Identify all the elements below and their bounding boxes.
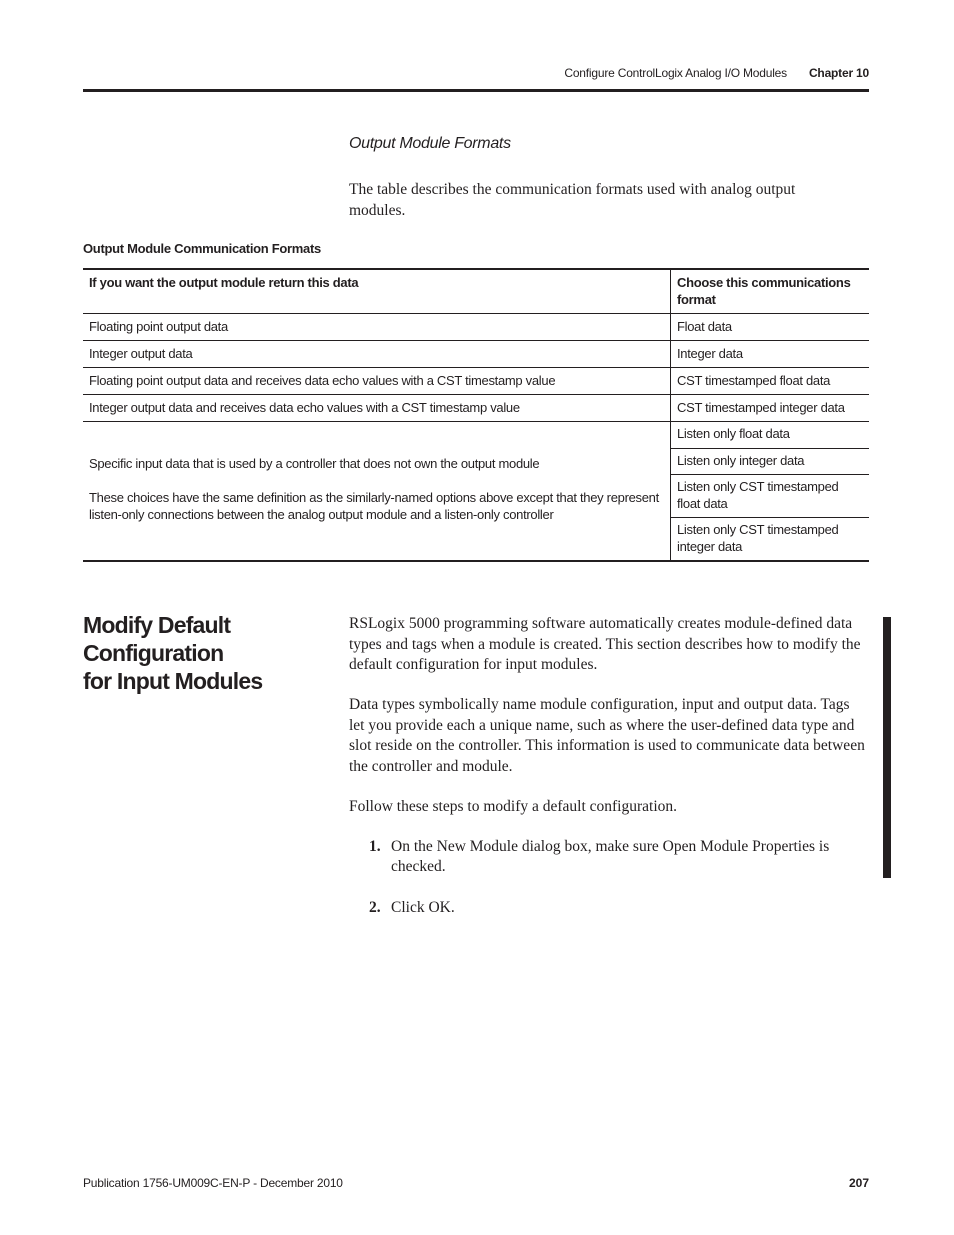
table-cell: Floating point output data and receives data echo values with a CST timestamp value bbox=[83, 368, 671, 394]
formats-table bbox=[83, 268, 869, 562]
section-heading-line: for Input Modules bbox=[83, 668, 263, 694]
body-paragraph: Data types symbolically name module configuration, input and output data. Tags let you provide each a unique name, such as where the user-defined data type and slot reside on the controller. This information is used to communicate data between the controller and module. bbox=[349, 696, 865, 775]
listen-only-note: These choices have the same definition as the similarly-named options above except that they represent listen-only connections between the analog output module and a listen-only controller bbox=[89, 490, 659, 522]
step-item bbox=[349, 837, 865, 878]
sub-heading: Output Module Formats bbox=[349, 135, 511, 152]
table-header-row bbox=[83, 270, 869, 313]
change-bar bbox=[883, 617, 891, 878]
table-header-cell: If you want the output module return this data bbox=[83, 270, 671, 313]
steps-list bbox=[349, 837, 865, 919]
step-text: On the New Module dialog box, make sure Open Module Properties is checked. bbox=[391, 837, 830, 875]
listen-only-group bbox=[83, 421, 869, 560]
table-row bbox=[83, 367, 869, 394]
section-body bbox=[349, 614, 865, 939]
table-header-cell: Choose this communications format bbox=[677, 275, 851, 307]
page-number: 207 bbox=[848, 1176, 869, 1190]
listen-only-description: Specific input data that is used by a controller that does not own the output module bbox=[89, 456, 540, 471]
section-heading-line: Configuration bbox=[83, 640, 224, 666]
table-cell: Listen only float data bbox=[677, 426, 790, 441]
table-caption: Output Module Communication Formats bbox=[83, 241, 321, 256]
intro-paragraph: The table describes the communication formats used with analog output modules. bbox=[349, 181, 796, 219]
footer-publication: Publication 1756-UM009C-EN-P - December 2010 bbox=[83, 1176, 343, 1190]
listen-only-description-cell bbox=[83, 422, 671, 560]
section-heading bbox=[83, 611, 262, 695]
table-cell: Listen only CST timestamped integer data bbox=[671, 517, 869, 560]
table-cell: Listen only CST timestamped float data bbox=[671, 474, 869, 517]
step-text: Click OK. bbox=[391, 899, 455, 916]
table-cell: Integer data bbox=[677, 346, 743, 361]
table-cell: Float data bbox=[677, 319, 732, 334]
step-number: 1. bbox=[369, 837, 381, 855]
body-paragraph: RSLogix 5000 programming software automatically creates module-defined data types and tags when a module is created. This section describes how to modify the default configuration for input modules. bbox=[349, 615, 861, 673]
step-item bbox=[349, 898, 865, 919]
table-cell: Integer output data bbox=[83, 341, 671, 367]
table-cell: Listen only integer data bbox=[671, 448, 869, 474]
body-paragraph: Follow these steps to modify a default configuration. bbox=[349, 797, 678, 815]
running-header bbox=[564, 66, 869, 80]
table-row bbox=[83, 340, 869, 367]
table-row bbox=[83, 313, 869, 340]
header-rule bbox=[83, 89, 869, 92]
header-title: Configure ControlLogix Analog I/O Modules bbox=[564, 66, 787, 80]
step-number: 2. bbox=[369, 899, 381, 916]
section-heading-line: Modify Default bbox=[83, 612, 231, 638]
table-cell: Integer output data and receives data echo values with a CST timestamp value bbox=[83, 395, 671, 421]
table-cell: CST timestamped float data bbox=[677, 373, 831, 388]
table-cell: CST timestamped integer data bbox=[677, 400, 845, 415]
header-chapter: Chapter 10 bbox=[808, 66, 869, 80]
table-cell: Floating point output data bbox=[83, 314, 671, 340]
listen-only-formats bbox=[671, 422, 869, 560]
table-row bbox=[83, 394, 869, 421]
